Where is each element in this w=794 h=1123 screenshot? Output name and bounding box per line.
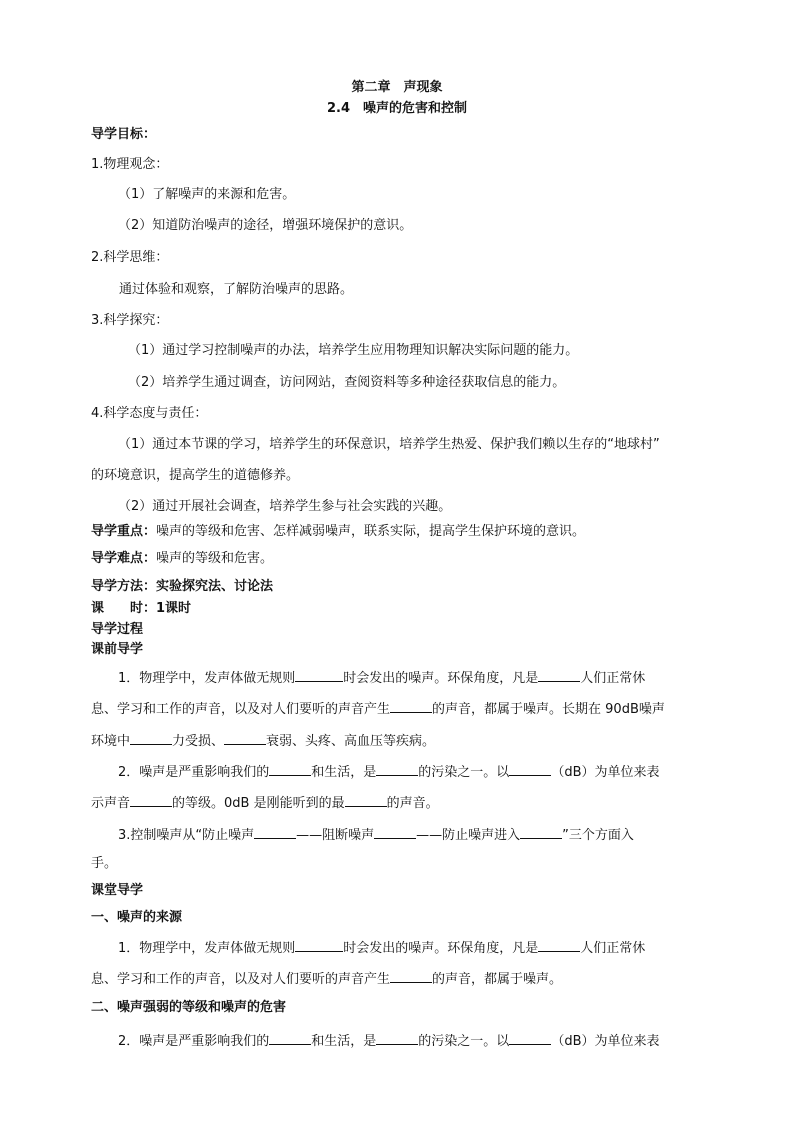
answer-blank[interactable] [520, 825, 562, 839]
question-line: 环境中 力受损、 衰弱、头疼、高血压等疾病。 [91, 731, 435, 750]
goal-4-item: （2）通过开展社会调查，培养学生参与社会实践的兴趣。 [118, 499, 452, 514]
goal-2-title: 2.科学思维： [91, 250, 169, 265]
answer-blank[interactable] [295, 668, 343, 682]
goal-2-item: 通过体验和观察，了解防治噪声的思路。 [119, 282, 354, 297]
answer-blank[interactable] [345, 793, 387, 807]
chapter-title: 第二章 声现象 [351, 80, 443, 95]
question-line: 2．噪声是严重影响我们的 和生活，是 的污染之一。以 （dB）为单位来表 [118, 1031, 659, 1050]
focus-line [91, 524, 585, 540]
method-line [91, 579, 273, 595]
pre-class-heading: 课前导学 [91, 642, 144, 657]
answer-blank[interactable] [295, 938, 343, 952]
goal-3-item: （2）培养学生通过调查，访问网站，查阅资料等多种途径获取信息的能力。 [128, 375, 566, 390]
answer-blank[interactable] [390, 699, 432, 713]
answer-blank[interactable] [509, 762, 551, 776]
answer-blank[interactable] [130, 731, 172, 745]
method-text: 实验探究法、讨论法 [156, 579, 274, 594]
hours-text: 1课时 [156, 601, 192, 616]
question-line: 3.控制噪声从“防止噪声 ——阻断噪声 ——防止噪声进入 ”三个方面入 [118, 825, 634, 844]
section-title: 2.4 噪声的危害和控制 [326, 101, 468, 116]
focus-text: 噪声的等级和危害、怎样减弱噪声，联系实际，提高学生保护环境的意识。 [156, 524, 586, 539]
answer-blank[interactable] [374, 825, 416, 839]
goal-4-title: 4.科学态度与责任： [91, 406, 208, 421]
hours-line [91, 601, 191, 617]
difficulty-text: 噪声的等级和危害。 [156, 551, 274, 566]
answer-blank[interactable] [376, 762, 418, 776]
answer-blank[interactable] [509, 1031, 551, 1045]
goal-1-item: （2）知道防治噪声的途径，增强环境保护的意识。 [118, 218, 413, 233]
class-heading: 课堂导学 [91, 883, 144, 898]
question-line: 2．噪声是严重影响我们的 和生活，是 的污染之一。以 （dB）为单位来表 [118, 762, 659, 781]
question-line: 息、学习和工作的声音，以及对人们要听的声音产生 的声音，都属于噪声。长期在 90dB噪声 [91, 699, 665, 718]
focus-label: 导学重点： [91, 524, 157, 539]
question-line: 示声音 的等级。0dB 是刚能听到的最 的声音。 [91, 793, 439, 812]
answer-blank[interactable] [269, 1031, 311, 1045]
question-line: 1．物理学中，发声体做无规则 时会发出的噪声。环保角度，凡是 人们正常休 [118, 668, 645, 687]
method-label: 导学方法： [91, 579, 157, 594]
answer-blank[interactable] [130, 793, 172, 807]
goal-4-item: 的环境意识，提高学生的道德修养。 [91, 468, 300, 483]
goal-3-item: （1）通过学习控制噪声的办法，培养学生应用物理知识解决实际问题的能力。 [128, 343, 579, 358]
question-line: 息、学习和工作的声音，以及对人们要听的声音产生 的声音，都属于噪声。 [91, 969, 562, 988]
goal-3-title: 3.科学探究： [91, 313, 169, 328]
process-heading: 导学过程 [91, 622, 144, 637]
question-line: 1．物理学中，发声体做无规则 时会发出的噪声。环保角度，凡是 人们正常休 [118, 938, 645, 957]
answer-blank[interactable] [254, 825, 296, 839]
goal-4-item: （1）通过本节课的学习，培养学生的环保意识，培养学生热爱、保护我们赖以生存的“地球村” [118, 437, 660, 452]
section-heading: 二、噪声强弱的等级和噪声的危害 [91, 1000, 287, 1015]
answer-blank[interactable] [224, 731, 266, 745]
difficulty-line [91, 551, 273, 567]
answer-blank[interactable] [538, 668, 580, 682]
answer-blank[interactable] [538, 938, 580, 952]
section-heading: 一、噪声的来源 [91, 910, 183, 925]
goal-1-item: （1）了解噪声的来源和危害。 [118, 187, 296, 202]
difficulty-label: 导学难点： [91, 551, 157, 566]
goals-heading: 导学目标： [91, 127, 157, 142]
answer-blank[interactable] [269, 762, 311, 776]
question-line: 手。 [91, 856, 118, 871]
answer-blank[interactable] [390, 969, 432, 983]
hours-label: 课 时： [91, 601, 157, 616]
goal-1-title: 1.物理观念： [91, 157, 169, 172]
answer-blank[interactable] [376, 1031, 418, 1045]
